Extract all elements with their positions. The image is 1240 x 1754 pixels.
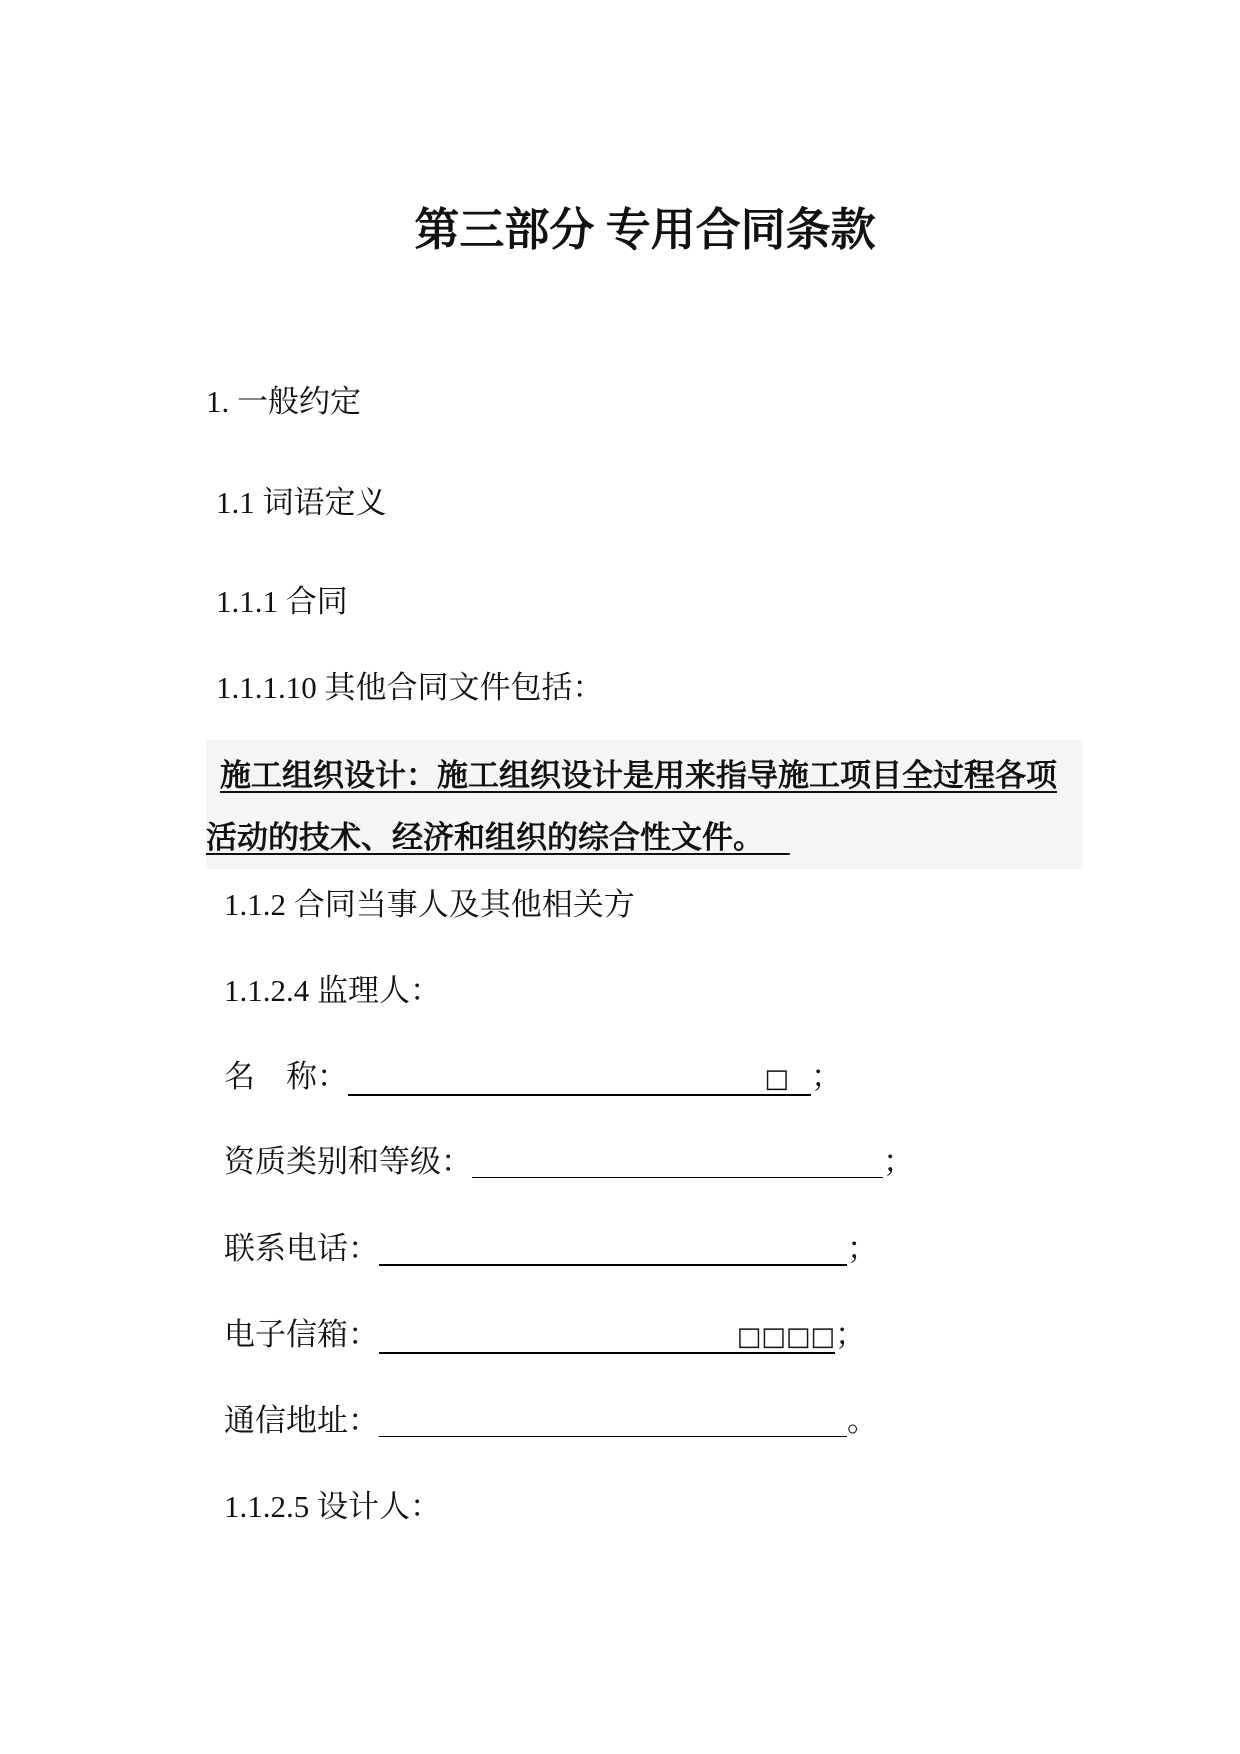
field-end-punct: ； <box>883 1144 914 1179</box>
highlighted-paragraph <box>206 740 1083 869</box>
field-end-punct: ； <box>847 1231 878 1266</box>
clause-other-contract-documents: 1.1.1.10 其他合同文件包括： <box>216 670 604 705</box>
supervisor-address-row <box>224 1401 878 1441</box>
field-label-name: 名 称： <box>224 1059 348 1094</box>
field-label-qualification: 资质类别和等级： <box>224 1144 472 1179</box>
email-fill-glyphs: □□□□ <box>736 1322 835 1352</box>
field-end-punct: ； <box>835 1317 866 1352</box>
highlighted-line-2: 活动的技术、经济和组织的综合性文件。 <box>206 820 764 855</box>
heading-contract-parties: 1.1.2 合同当事人及其他相关方 <box>224 887 635 922</box>
field-end-punct: 。 <box>847 1403 878 1438</box>
phone-blank-line <box>379 1234 847 1266</box>
field-label-email: 电子信箱： <box>224 1317 379 1352</box>
field-label-phone: 联系电话： <box>224 1231 379 1266</box>
supervisor-email-row <box>224 1315 866 1355</box>
field-end-punct: ； <box>811 1059 842 1094</box>
heading-definitions: 1.1 词语定义 <box>216 485 387 520</box>
supervisor-name-row <box>224 1057 842 1097</box>
qualification-blank-line <box>472 1147 883 1178</box>
name-fill-glyph: □ <box>764 1064 789 1094</box>
heading-general-provisions: 1. 一般约定 <box>206 384 361 419</box>
address-blank-line <box>379 1406 847 1437</box>
email-blank-line <box>379 1320 835 1354</box>
heading-contract: 1.1.1 合同 <box>216 584 348 619</box>
name-blank-line <box>348 1062 811 1096</box>
clause-designer: 1.1.2.5 设计人： <box>224 1489 441 1524</box>
field-label-address: 通信地址： <box>224 1403 379 1438</box>
supervisor-phone-row <box>224 1229 878 1269</box>
document-title: 第三部分 专用合同条款 <box>414 205 876 255</box>
highlighted-line-1: 施工组织设计：施工组织设计是用来指导施工项目全过程各项 <box>220 758 1057 793</box>
clause-supervisor: 1.1.2.4 监理人： <box>224 973 441 1008</box>
supervisor-qualification-row <box>224 1142 914 1182</box>
